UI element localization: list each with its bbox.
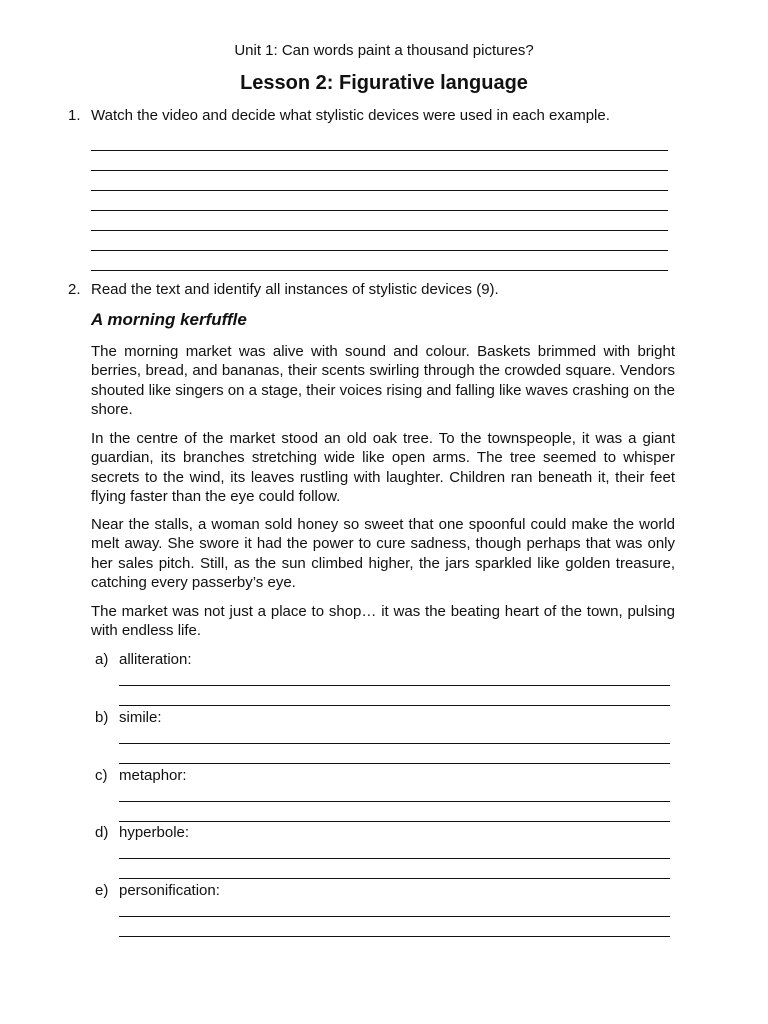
device-letter: c): [95, 767, 108, 784]
answer-line[interactable]: [91, 250, 668, 251]
device-metaphor: [95, 767, 187, 785]
device-label: alliteration:: [119, 651, 192, 668]
answer-line[interactable]: [91, 210, 668, 211]
answer-line[interactable]: [119, 743, 670, 744]
answer-line[interactable]: [119, 821, 670, 822]
device-label: personification:: [119, 882, 220, 899]
story-paragraph: The market was not just a place to shop… it was the beating heart of the town, pulsing with endless life.: [91, 603, 675, 640]
answer-line[interactable]: [119, 858, 670, 859]
device-hyperbole: [95, 824, 189, 842]
answer-line[interactable]: [91, 170, 668, 171]
device-letter: e): [95, 882, 109, 899]
story-paragraph: Near the stalls, a woman sold honey so sweet that one spoonful could make the world melt away. She swore it had the power to cure sadness, though perhaps that was only her sales pitch. Still, as the sun climbed higher, the jars sparkled like golden treasure, catching every passerby’s eye.: [91, 516, 675, 591]
answer-line[interactable]: [91, 150, 668, 151]
device-label: metaphor:: [119, 767, 187, 784]
answer-line[interactable]: [119, 801, 670, 802]
unit-title: Unit 1: Can words paint a thousand pictures?: [234, 42, 534, 59]
answer-line[interactable]: [119, 763, 670, 764]
device-letter: d): [95, 824, 109, 841]
answer-line[interactable]: [91, 190, 668, 191]
answer-line[interactable]: [119, 705, 670, 706]
answer-line[interactable]: [91, 270, 668, 271]
answer-line[interactable]: [119, 685, 670, 686]
story-title: A morning kerfuffle: [91, 310, 247, 329]
answer-line[interactable]: [119, 916, 670, 917]
question-number: 1.: [68, 107, 81, 124]
answer-line[interactable]: [119, 878, 670, 879]
device-letter: b): [95, 709, 109, 726]
answer-line[interactable]: [91, 230, 668, 231]
device-label: simile:: [119, 709, 162, 726]
question-number: 2.: [68, 281, 81, 298]
device-alliteration: [95, 651, 192, 669]
device-letter: a): [95, 651, 109, 668]
answer-line[interactable]: [119, 936, 670, 937]
lesson-title: Lesson 2: Figurative language: [240, 72, 528, 94]
story-paragraph: In the centre of the market stood an old oak tree. To the townspeople, it was a giant guardian, its branches stretching wide like open arms. The tree seemed to whisper secrets to the wind, its leaves rustling with laughter. Children ran beneath it, their feet flying faster than the eye could follow.: [91, 430, 675, 505]
question-text: Read the text and identify all instances of stylistic devices (9).: [91, 281, 499, 298]
device-simile: [95, 709, 162, 727]
question-text: Watch the video and decide what stylistic devices were used in each example.: [91, 107, 610, 124]
device-personification: [95, 882, 220, 900]
story-paragraph: The morning market was alive with sound and colour. Baskets brimmed with bright berries, bread, and bananas, their scents swirling through the crowded square. Vendors shouted like singers on a stage, their voices rising and falling like waves crashing on the shore.: [91, 343, 675, 418]
device-label: hyperbole:: [119, 824, 190, 841]
